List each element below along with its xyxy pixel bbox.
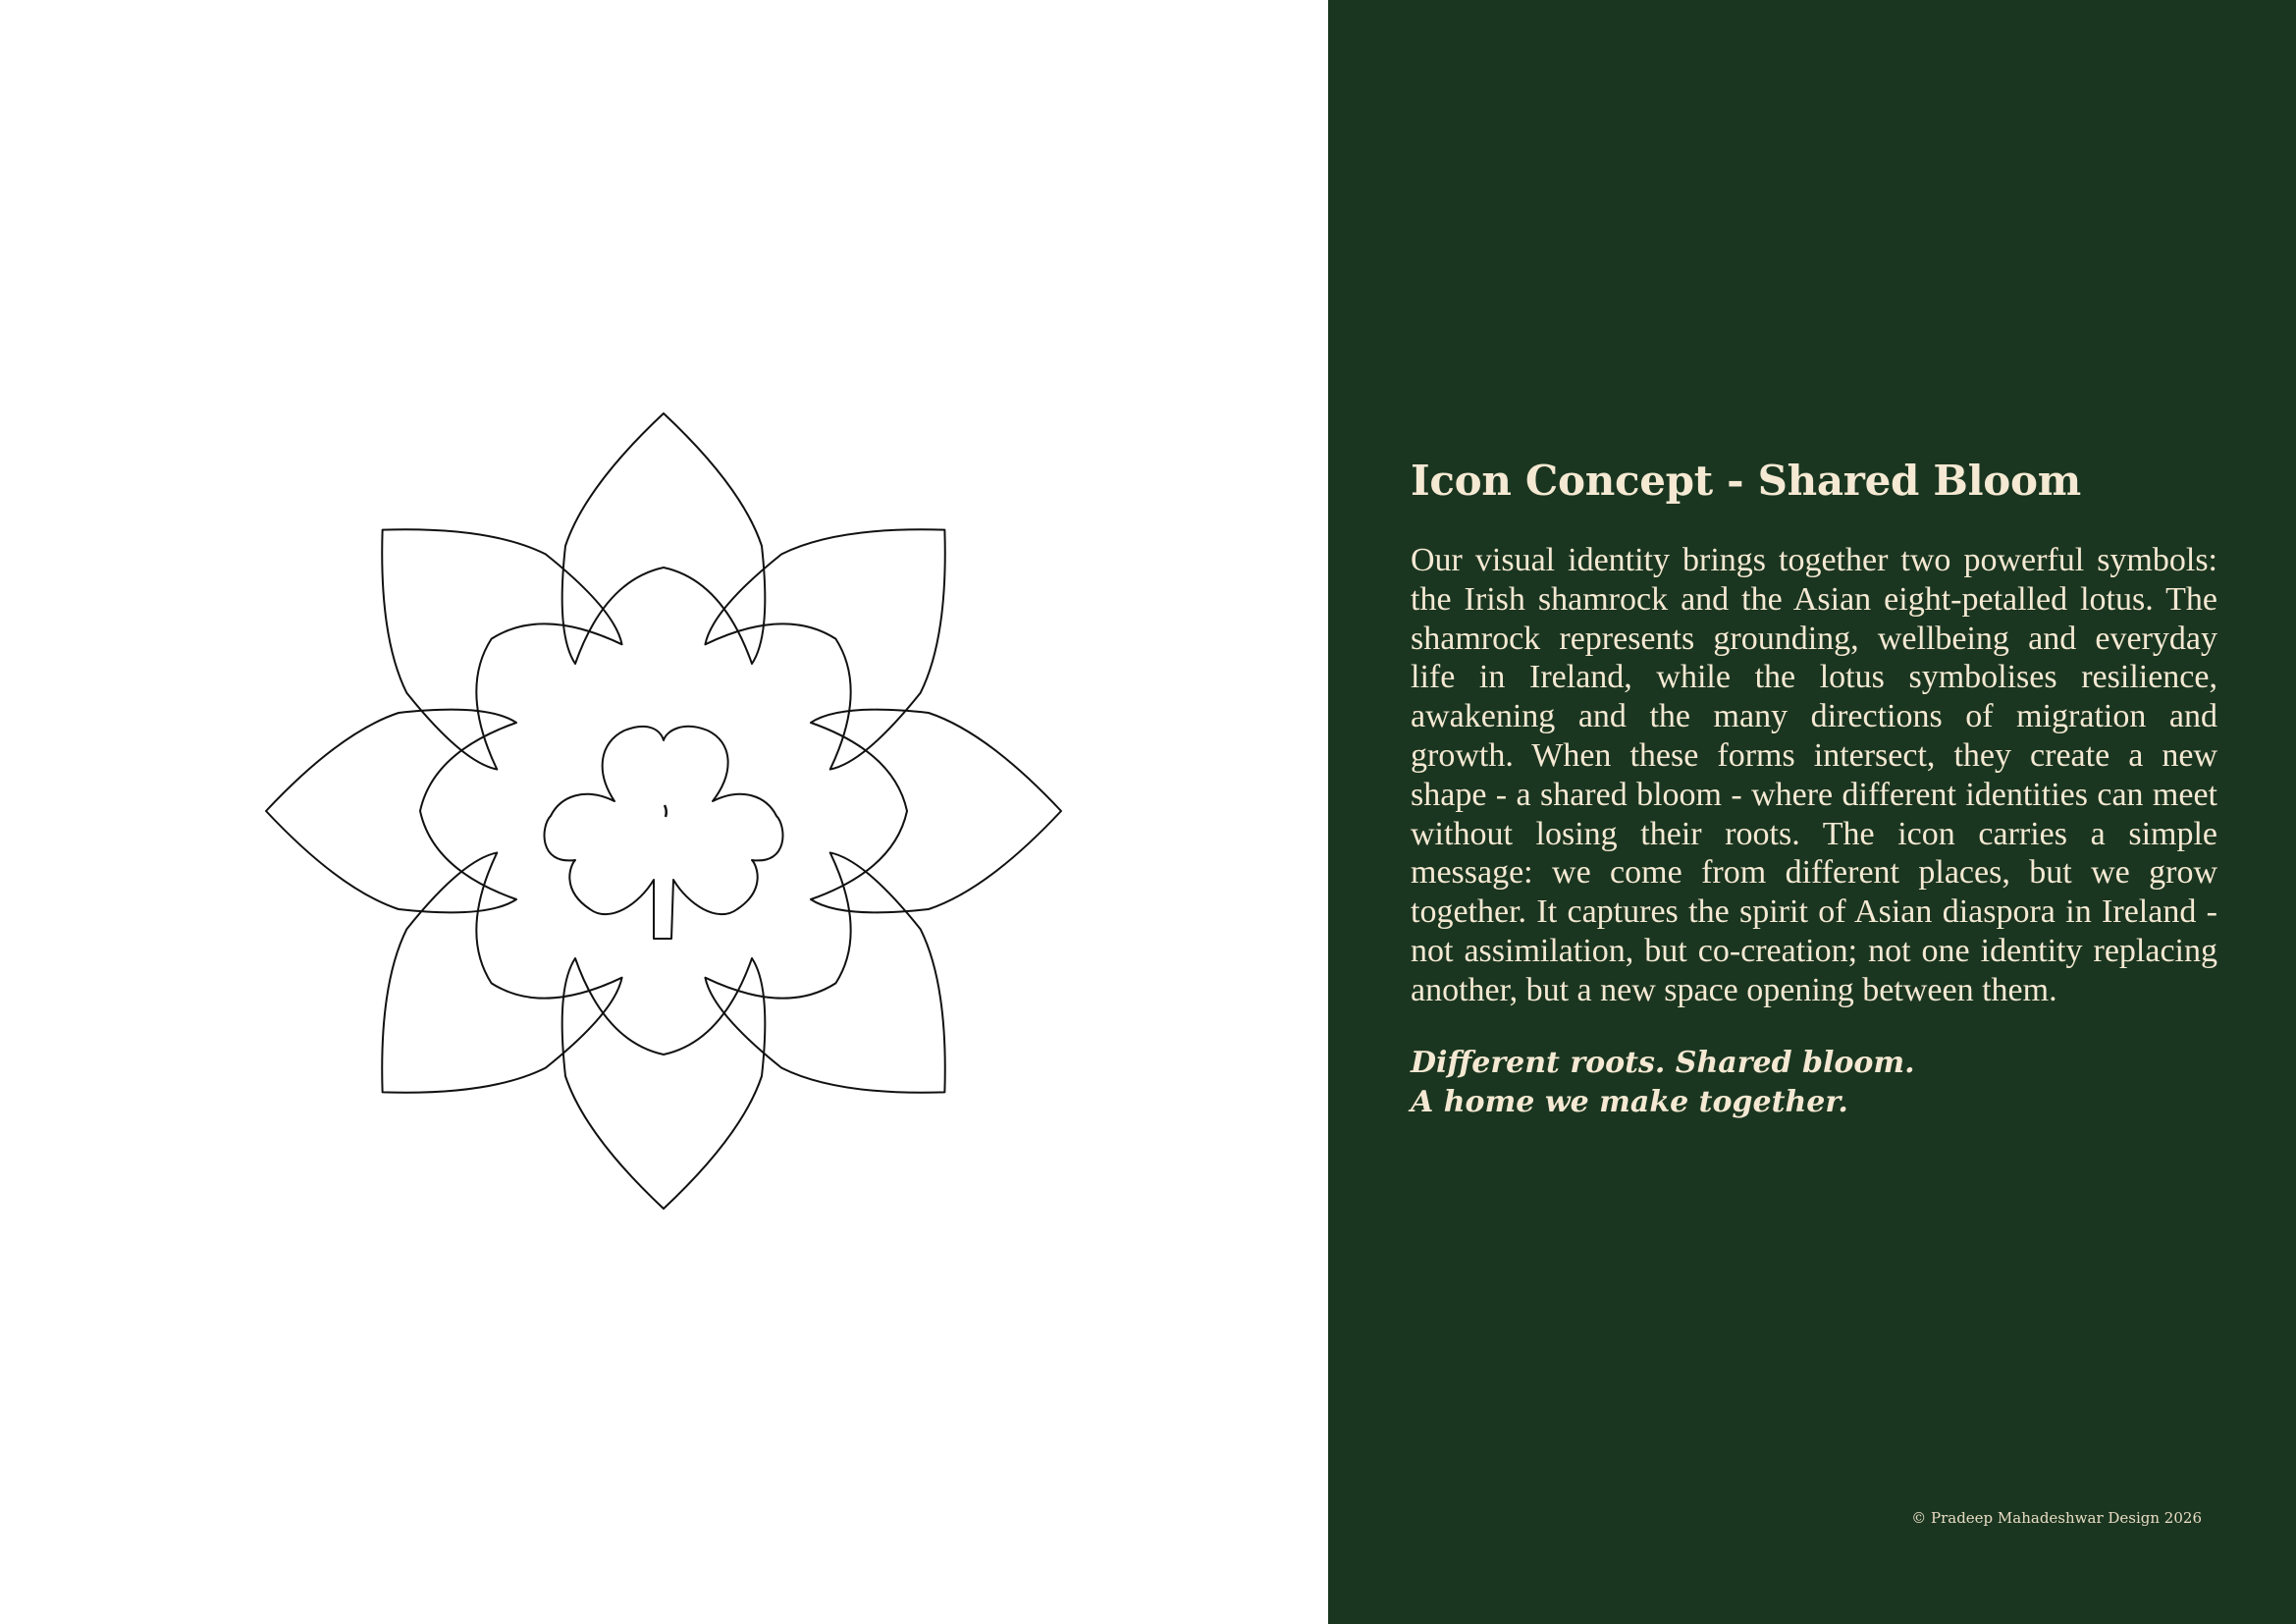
- tagline-line: Different roots. Shared bloom.: [1411, 1045, 1915, 1080]
- concept-description: Our visual identity brings together two powerful symbols: the Irish shamrock and the Asian eight-petalled lotus. The shamrock represents grounding, wellbeing and everyday life in Ireland, while the lotus symbolises resilience, awakening and the many directions of migration and growth. When these forms intersect, they create a new shape - a shared bloom - where different identities can meet without losing their roots. The icon carries a simple message: we come from different places, but we grow together. It captures the spirit of Asian diaspora in Ireland - not assimilation, but co-creation; not one identity replacing another, but a new space opening between them.: [1411, 542, 2217, 1008]
- tagline-line: A home we make together.: [1411, 1084, 1848, 1119]
- page-title: Icon Concept - Shared Bloom: [1411, 457, 2081, 505]
- shamrock-icon: [544, 727, 782, 939]
- copyright-notice: © Pradeep Mahadeshwar Design 2026: [1911, 1509, 2202, 1527]
- concept-content: [1411, 452, 2217, 1122]
- tagline: [1411, 1044, 2217, 1122]
- text-panel: [1328, 0, 2296, 1624]
